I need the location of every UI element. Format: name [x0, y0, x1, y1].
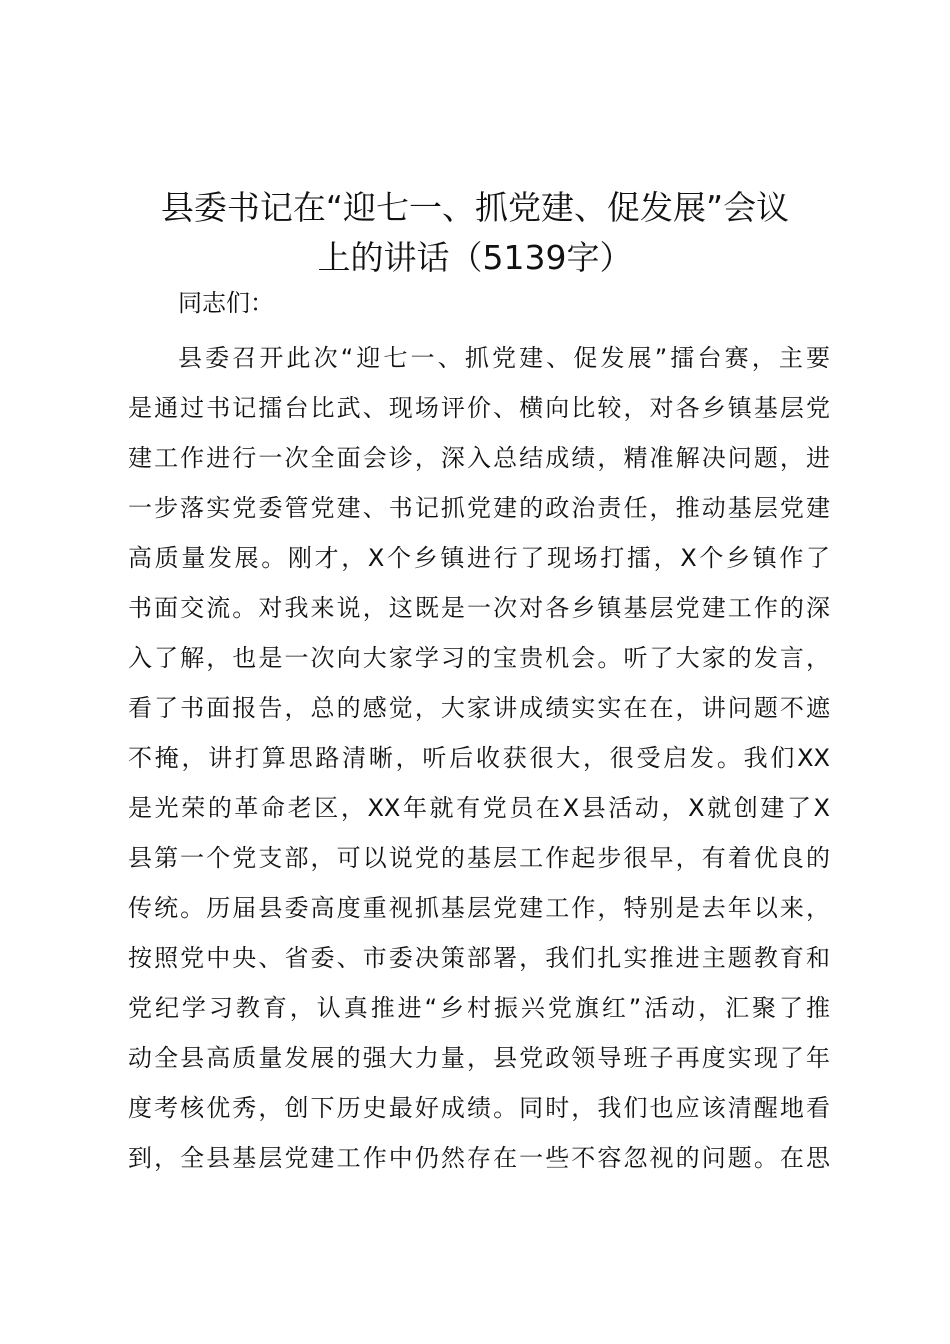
- paragraph-line: 建工作进行一次全面会诊，深入总结成绩，精准解决问题，进: [128, 444, 830, 472]
- paragraph-line: 一步落实党委管党建、书记抓党建的政治责任，推动基层党建: [128, 494, 830, 522]
- paragraph-line: 按照党中央、省委、市委决策部署，我们扎实推进主题教育和: [128, 944, 830, 972]
- title-line-2: 上的讲话（5139字）: [317, 238, 633, 277]
- paragraph-line: 动全县高质量发展的强大力量，县党政领导班子再度实现了年: [128, 1044, 830, 1072]
- paragraph-line: 看了书面报告，总的感觉，大家讲成绩实实在在，讲问题不遮: [128, 694, 830, 722]
- paragraph-line: 书面交流。对我来说，这既是一次对各乡镇基层党建工作的深: [128, 594, 830, 622]
- paragraph-line: 度考核优秀，创下历史最好成绩。同时，我们也应该清醒地看: [128, 1094, 830, 1122]
- salutation: 同志们：: [178, 289, 274, 317]
- paragraph-line: 是光荣的革命老区，XX年就有党员在X县活动，X就创建了X: [128, 794, 830, 822]
- paragraph-line: 县委召开此次“迎七一、抓党建、促发展”擂台赛，主要: [178, 344, 830, 372]
- title-line-1: 县委书记在“迎七一、抓党建、促发展”会议: [160, 188, 790, 227]
- paragraph-line: 是通过书记擂台比武、现场评价、横向比较，对各乡镇基层党: [128, 394, 830, 422]
- paragraph-line: 到，全县基层党建工作中仍然存在一些不容忽视的问题。在思: [128, 1144, 830, 1172]
- paragraph-line: 党纪学习教育，认真推进“乡村振兴党旗红”活动，汇聚了推: [128, 994, 830, 1022]
- document-title: [118, 183, 832, 283]
- body-paragraph: [128, 333, 830, 1183]
- paragraph-line: 传统。历届县委高度重视抓基层党建工作，特别是去年以来，: [128, 894, 830, 922]
- paragraph-line: 不掩，讲打算思路清晰，听后收获很大，很受启发。我们XX: [128, 744, 830, 772]
- paragraph-line: 高质量发展。刚才，X个乡镇进行了现场打擂，X个乡镇作了: [128, 544, 830, 572]
- paragraph-line: 入了解，也是一次向大家学习的宝贵机会。听了大家的发言，: [128, 644, 830, 672]
- paragraph-line: 县第一个党支部，可以说党的基层工作起步很早，有着优良的: [128, 844, 830, 872]
